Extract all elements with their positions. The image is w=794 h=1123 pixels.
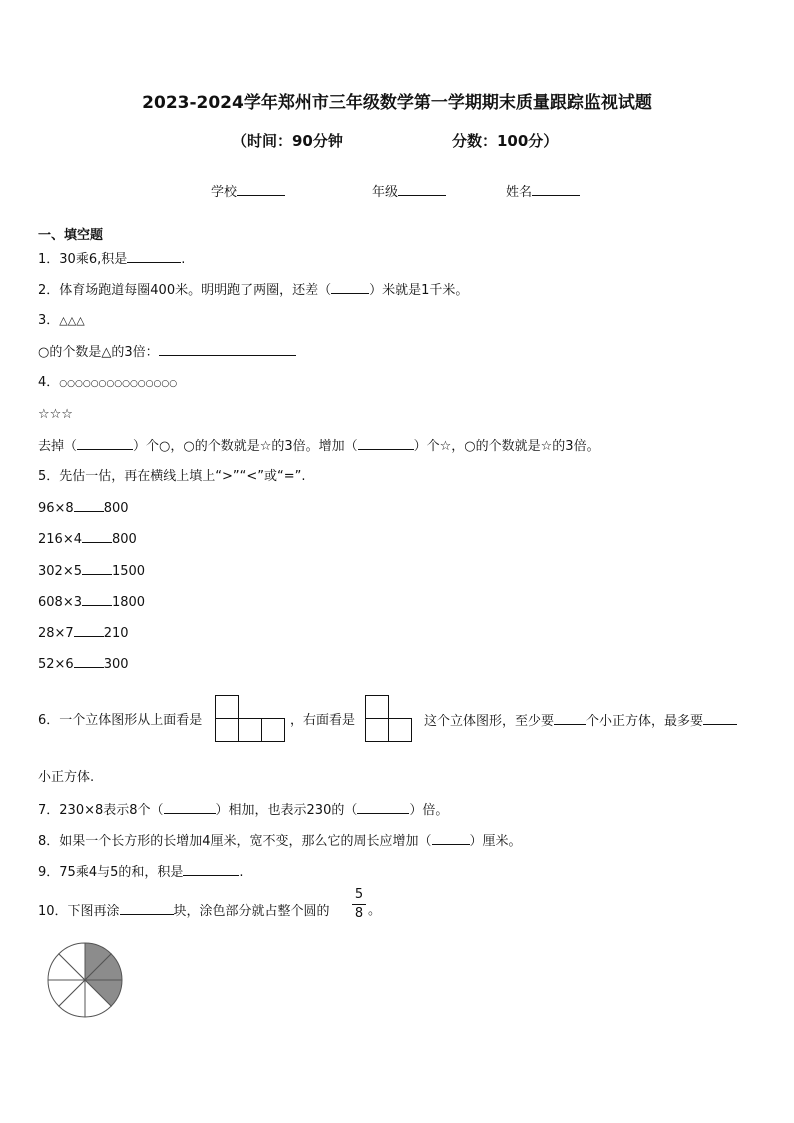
school-field[interactable] <box>211 181 285 200</box>
q5-right: 800 <box>111 532 137 547</box>
question-7 <box>38 801 448 820</box>
question-2 <box>38 281 468 300</box>
q9-end: . <box>239 865 244 880</box>
q6-part5: 小正方体. <box>38 770 95 785</box>
q3-text: ○的个数是△的3倍： <box>38 345 159 360</box>
q4-blank-2[interactable] <box>358 437 414 450</box>
q5-right: 800 <box>103 501 129 516</box>
q7-part3: ）倍。 <box>409 803 449 818</box>
q5-left: 302×5 <box>38 564 82 579</box>
q2-blank[interactable] <box>331 281 369 294</box>
q5-left: 608×3 <box>38 595 82 610</box>
q5-right: 300 <box>103 657 129 672</box>
q5-blank[interactable] <box>74 655 104 668</box>
q5-left: 28×7 <box>38 626 74 641</box>
q8-part1: 8．如果一个长方形的长增加4厘米，宽不变，那么它的周长应增加（ <box>38 834 432 849</box>
q5-item <box>38 593 145 612</box>
q6-blank-1[interactable] <box>554 712 586 725</box>
q4-num: 4． <box>38 375 60 390</box>
fraction-denominator: 8 <box>354 906 364 921</box>
question-8 <box>38 832 522 851</box>
q5-left: 52×6 <box>38 657 74 672</box>
question-5: 5．先估一估，再在横线上填上“>”“<”或“=”. <box>38 469 306 484</box>
name-label: 姓名 <box>506 185 533 200</box>
top-view-cell <box>261 718 285 742</box>
name-blank[interactable] <box>532 183 580 196</box>
q6-part1: 6．一个立体图形从上面看是 <box>38 713 203 728</box>
question-4-prompt <box>38 437 600 456</box>
q6-part4: 个小正方体，最多要 <box>586 714 704 729</box>
q2-end: ）米就是1千米。 <box>369 283 469 298</box>
q10-blank[interactable] <box>120 902 174 915</box>
exam-score: 分数：100分） <box>452 132 559 150</box>
q5-left: 216×4 <box>38 532 82 547</box>
exam-time: （时间：90分钟 <box>232 132 343 150</box>
grade-field[interactable] <box>372 181 446 200</box>
question-3 <box>38 312 85 330</box>
school-blank[interactable] <box>237 183 285 196</box>
q1-text: 1．30乘6,积是 <box>38 252 128 267</box>
question-3-prompt <box>38 343 296 362</box>
school-label: 学校 <box>211 185 238 200</box>
question-10 <box>38 902 330 921</box>
q7-blank-1[interactable] <box>164 801 216 814</box>
q4-part1: 去掉（ <box>38 439 78 454</box>
question-6-prompt <box>424 712 737 731</box>
q5-blank[interactable] <box>82 593 112 606</box>
q10-end: 。 <box>368 903 382 918</box>
q5-right: 1500 <box>111 564 146 579</box>
q4-circles: ○○○○○○○○○○○○○○○ <box>59 379 178 389</box>
q3-triangles: △△△ <box>59 314 85 327</box>
q5-item <box>38 655 129 674</box>
q3-num: 3． <box>38 313 60 328</box>
page-title: 2023-2024学年郑州市三年级数学第一学期期末质量跟踪监视试题 <box>142 93 652 113</box>
question-9 <box>38 863 244 882</box>
top-view-cell <box>215 695 239 719</box>
q4-stars: ☆☆☆ <box>38 407 73 422</box>
q5-item <box>38 530 137 549</box>
q9-text: 9．75乘4与5的和，积是 <box>38 865 184 880</box>
top-view-cell <box>215 718 239 742</box>
q5-blank[interactable] <box>74 499 104 512</box>
question-1 <box>38 250 185 269</box>
q5-blank[interactable] <box>82 530 112 543</box>
q8-part2: ）厘米。 <box>469 834 522 849</box>
q5-right: 210 <box>103 626 129 641</box>
q4-blank-1[interactable] <box>77 437 133 450</box>
q5-item <box>38 624 129 643</box>
q1-blank[interactable] <box>127 250 181 263</box>
q3-blank[interactable] <box>159 343 296 356</box>
q7-blank-2[interactable] <box>357 801 409 814</box>
right-view-cell <box>388 718 412 742</box>
q7-part1: 7．230×8表示8个（ <box>38 803 164 818</box>
section-title: 一、填空题 <box>38 228 104 243</box>
right-view-cell <box>365 718 389 742</box>
q6-part2: ，右面看是 <box>290 713 356 728</box>
q1-end: . <box>181 252 186 267</box>
right-view-cell <box>365 695 389 719</box>
q5-blank[interactable] <box>82 562 112 575</box>
q10-part2: 块，涂色部分就占整个圆的 <box>173 904 330 919</box>
fraction <box>352 887 366 922</box>
q6-part3: 这个立体图形，至少要 <box>424 714 555 729</box>
q4-part2: ）个○，○的个数就是☆的3倍。增加（ <box>133 439 358 454</box>
fraction-bar <box>352 904 366 905</box>
q5-item <box>38 562 145 581</box>
q7-part2: ）相加，也表示230的（ <box>215 803 358 818</box>
grade-label: 年级 <box>372 185 399 200</box>
q5-right: 1800 <box>111 595 146 610</box>
q10-part1: 10．下图再涂 <box>38 904 120 919</box>
q9-blank[interactable] <box>183 863 239 876</box>
pie-figure <box>45 940 125 1020</box>
fraction-numerator: 5 <box>354 887 364 902</box>
q4-part3: ）个☆，○的个数就是☆的3倍。 <box>413 439 600 454</box>
question-4 <box>38 374 177 393</box>
q6-blank-2[interactable] <box>703 712 737 725</box>
top-view-cell <box>238 718 262 742</box>
q2-text: 2．体育场跑道每圈400米。明明跑了两圈，还差（ <box>38 283 332 298</box>
q5-left: 96×8 <box>38 501 74 516</box>
name-field[interactable] <box>506 181 580 200</box>
q5-blank[interactable] <box>74 624 104 637</box>
grade-blank[interactable] <box>398 183 446 196</box>
q8-blank[interactable] <box>432 832 470 845</box>
q5-item <box>38 499 129 518</box>
